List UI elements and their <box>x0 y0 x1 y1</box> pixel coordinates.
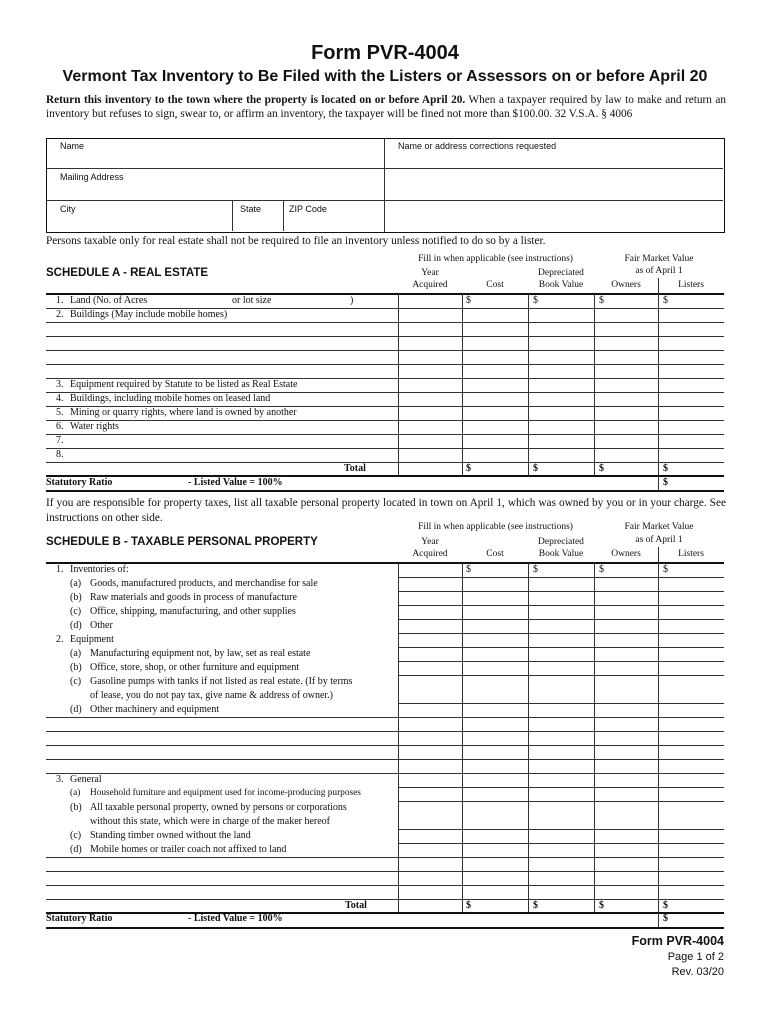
intro-paragraph <box>46 93 726 121</box>
b3c-letter: (c) <box>70 830 82 841</box>
total-listers-dollar-a: $ <box>663 463 668 474</box>
b3b-label-line1: All taxable personal property, owned by persons or corporations <box>90 802 347 813</box>
footer-revision: Rev. 03/20 <box>671 966 724 978</box>
item5-label: Mining or quarry rights, where land is owned by another <box>70 407 297 418</box>
item6-label: Water rights <box>70 421 119 432</box>
b1a-letter: (a) <box>70 578 82 589</box>
state-label: State <box>240 204 262 214</box>
land-number: 1. <box>56 295 64 306</box>
buildings-label: Buildings (May include mobile homes) <box>70 309 228 320</box>
item7-number: 7. <box>56 435 64 446</box>
total-cost-dollar-b: $ <box>466 900 471 911</box>
year-header-b: Year <box>421 537 439 547</box>
personal-property-note: If you are responsible for property taxes, list all taxable personal property located in town on April 1, which was owned by you or in your charge. See instructions on other side. <box>46 497 726 524</box>
schedule-b-title: SCHEDULE B - TAXABLE PERSONAL PROPERTY <box>46 536 318 548</box>
fill-note-b: Fill in when applicable (see instructions) <box>418 522 573 532</box>
corrections-field[interactable] <box>387 150 721 228</box>
b3c-label: Standing timber owned without the land <box>90 830 251 841</box>
b1-cost-dollar: $ <box>466 564 471 575</box>
b3d-letter: (d) <box>70 844 82 855</box>
total-cost-dollar-a: $ <box>466 463 471 474</box>
lot-size-label: or lot size <box>232 295 272 306</box>
land-label: Land (No. of Acres <box>70 295 148 306</box>
listed-value-b: - Listed Value = 100% <box>188 913 283 924</box>
schedule-a-title: SCHEDULE A - REAL ESTATE <box>46 267 209 279</box>
land-listers-dollar: $ <box>663 295 668 306</box>
b1-book-dollar: $ <box>533 564 538 575</box>
item3-number: 3. <box>56 379 64 390</box>
fmv-header-b: Fair Market Value <box>624 522 694 532</box>
statutory-ratio-a: Statutory Ratio <box>46 477 113 488</box>
footer-page-number: Page 1 of 2 <box>667 951 724 963</box>
listers-header-b: Listers <box>678 549 704 559</box>
b3b-letter: (b) <box>70 802 82 813</box>
buildings-number: 2. <box>56 309 64 320</box>
b2b-label: Office, store, shop, or other furniture and equipment <box>90 662 300 673</box>
form-title: Form PVR-4004 <box>311 42 459 64</box>
listed-value-a: - Listed Value = 100% <box>188 477 283 488</box>
b1-listers-dollar: $ <box>663 564 668 575</box>
item3-label: Equipment required by Statute to be listed as Real Estate <box>70 379 298 390</box>
fill-note-a: Fill in when applicable (see instructions) <box>418 254 573 264</box>
corrections-label: Name or address corrections requested <box>398 141 557 151</box>
b1-label: Inventories of: <box>70 564 129 575</box>
year-header-a: Year <box>421 268 439 278</box>
b2b-letter: (b) <box>70 662 82 673</box>
fmv-date-header-a: as of April 1 <box>635 266 683 276</box>
owners-header-a: Owners <box>611 280 641 290</box>
item6-number: 6. <box>56 421 64 432</box>
total-book-dollar-b: $ <box>533 900 538 911</box>
b2c-letter: (c) <box>70 676 82 687</box>
depreciated-header-b: Depreciated <box>538 537 584 547</box>
b1-number: 1. <box>56 564 64 575</box>
depreciated-header-a: Depreciated <box>538 268 584 278</box>
b2a-letter: (a) <box>70 648 82 659</box>
b1c-label: Office, shipping, manufacturing, and other supplies <box>90 606 296 617</box>
city-field[interactable] <box>48 214 230 230</box>
land-owners-dollar: $ <box>599 295 604 306</box>
b3b-label-line2: without this state, which were in charge of the maker hereof <box>90 816 331 827</box>
total-label-a: Total <box>344 463 366 474</box>
form-subtitle: Vermont Tax Inventory to Be Filed with the Listers or Assessors on or before April 20 <box>62 68 708 85</box>
land-close-paren: ) <box>350 295 354 306</box>
footer-form-number: Form PVR-4004 <box>631 934 724 948</box>
total-label-b: Total <box>345 900 367 911</box>
listed-value-dollar-a: $ <box>663 477 668 488</box>
acquired-header-b: Acquired <box>412 549 448 559</box>
b3d-label: Mobile homes or trailer coach not affixed to land <box>90 844 287 855</box>
b1d-letter: (d) <box>70 620 82 631</box>
land-cost-dollar: $ <box>466 295 471 306</box>
zip-label: ZIP Code <box>289 204 327 214</box>
b2d-letter: (d) <box>70 704 82 715</box>
total-owners-dollar-a: $ <box>599 463 604 474</box>
b2c-label-line1: Gasoline pumps with tanks if not listed as real estate. (If by terms <box>90 676 353 687</box>
b1d-label: Other <box>90 620 113 631</box>
name-field[interactable] <box>48 150 382 167</box>
b1a-label: Goods, manufactured products, and merchandise for sale <box>90 578 318 589</box>
item8-number: 8. <box>56 449 64 460</box>
acquired-header-a: Acquired <box>412 280 448 290</box>
total-listers-dollar-b: $ <box>663 900 668 911</box>
b2-label: Equipment <box>70 634 114 645</box>
cost-header-b: Cost <box>486 549 504 559</box>
b2d-label: Other machinery and equipment <box>90 704 220 715</box>
intro-rest-text: When a taxpayer required by law to make and return an inventory but refuses to sign, swear to, or affirm an inventory, the taxpayer will be fined not more than $100.00. 32 V.S.A. § 4006 <box>46 94 727 120</box>
b2a-label: Manufacturing equipment not, by law, set as real estate <box>90 648 311 659</box>
acres-field[interactable] <box>163 296 229 307</box>
city-label: City <box>60 204 76 214</box>
item4-label: Buildings, including mobile homes on leased land <box>70 393 271 404</box>
b1-owners-dollar: $ <box>599 564 604 575</box>
mailing-address-field[interactable] <box>48 183 382 199</box>
b1b-label: Raw materials and goods in process of manufacture <box>90 592 297 603</box>
fmv-date-header-b: as of April 1 <box>635 535 683 545</box>
total-owners-dollar-b: $ <box>599 900 604 911</box>
b2c-label-line2: of lease, you do not pay tax, give name & address of owner.) <box>90 690 333 701</box>
listers-header-a: Listers <box>678 280 704 290</box>
real-estate-note: Persons taxable only for real estate shall not be required to file an inventory unless notified to do so by a lister. <box>46 235 546 247</box>
land-book-dollar: $ <box>533 295 538 306</box>
b3-number: 3. <box>56 774 64 785</box>
zip-field[interactable] <box>285 214 383 230</box>
cost-header-a: Cost <box>486 280 504 290</box>
statutory-ratio-b: Statutory Ratio <box>46 913 113 924</box>
b1b-letter: (b) <box>70 592 82 603</box>
intro-bold-text: Return this inventory to the town where the property is located on or before April 20. <box>46 94 466 106</box>
fmv-header-a: Fair Market Value <box>624 254 694 264</box>
name-label: Name <box>60 141 85 151</box>
b3a-label: Household furniture and equipment used for income-producing purposes <box>90 788 361 798</box>
book-value-header-b: Book Value <box>538 549 584 559</box>
b3a-letter: (a) <box>70 788 81 798</box>
lot-size-field[interactable] <box>282 296 346 307</box>
b3-label: General <box>70 774 102 785</box>
total-book-dollar-a: $ <box>533 463 538 474</box>
book-value-header-a: Book Value <box>538 280 584 290</box>
item4-number: 4. <box>56 393 64 404</box>
owners-header-b: Owners <box>611 549 641 559</box>
mailing-address-label: Mailing Address <box>60 172 124 182</box>
state-field[interactable] <box>234 214 281 230</box>
item5-number: 5. <box>56 407 64 418</box>
b1c-letter: (c) <box>70 606 82 617</box>
b2-number: 2. <box>56 634 64 645</box>
listed-value-dollar-b: $ <box>663 913 668 924</box>
